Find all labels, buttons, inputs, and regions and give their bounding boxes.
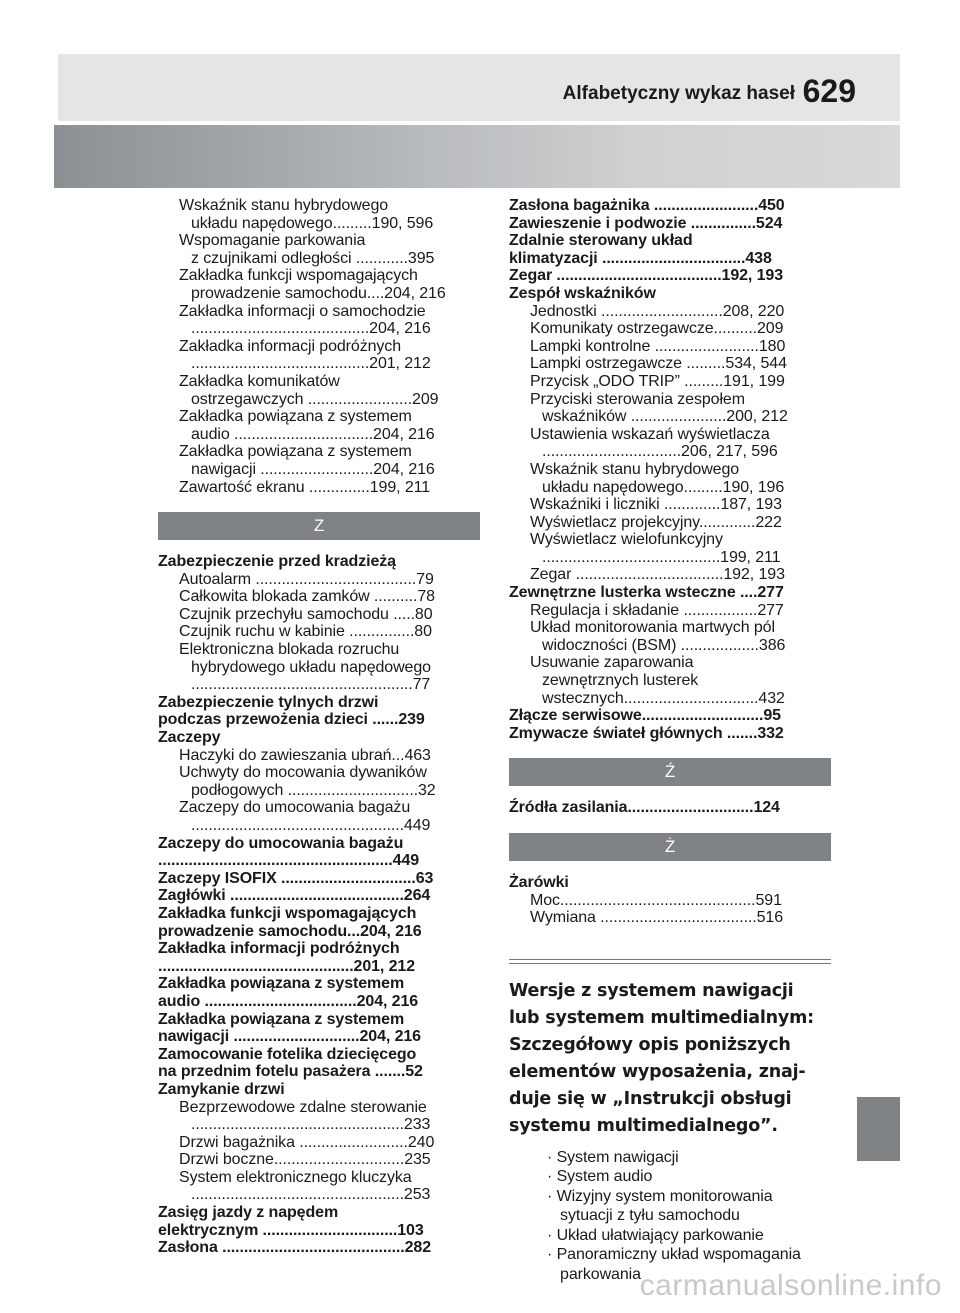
- index-entry-heading: Zakładka powiązana z systemem: [158, 1010, 405, 1028]
- bullet-dot-icon: [547, 1207, 556, 1224]
- index-entry: Ustawienia wskazań wyświetlacza: [530, 425, 770, 443]
- bullet-item: [509, 1148, 829, 1168]
- index-entry: prowadzenie samochodu....204, 216: [191, 284, 446, 302]
- index-entry: Wskaźnik stanu hybrydowego: [530, 460, 740, 478]
- index-entry: .................................................449: [191, 817, 431, 834]
- index-entry-heading: Zamocowanie fotelika dziecięcego: [158, 1045, 417, 1063]
- index-entry-heading: Zagłówki ........................................264: [158, 887, 431, 905]
- index-entry-heading: Zdalnie sterowany układ: [509, 232, 693, 250]
- index-entry: Wyświetlacz wielofunkcyjny: [530, 531, 723, 549]
- system-bullet-list: [509, 1148, 829, 1285]
- index-entry-heading: Zakładka funkcji wspomagających: [158, 904, 417, 922]
- index-entry: Układ monitorowania martwych pól: [530, 619, 775, 637]
- index-entry: Wymiana ....................................516: [530, 909, 784, 927]
- index-entry: Zakładka funkcji wspomagających: [179, 267, 418, 285]
- index-entry: podłogowych ..............................32: [191, 781, 436, 799]
- section-header-z-dot: Ż: [509, 833, 831, 861]
- entries-z: [158, 553, 478, 1257]
- index-entry-heading: Zewnętrzne lusterka wsteczne ....277: [509, 584, 784, 602]
- index-entry: Haczyki do zawieszania ubrań...463: [179, 746, 431, 764]
- bullet-dot-icon: ·: [547, 1168, 557, 1186]
- index-entry: Czujnik przechyłu samochodu .....80: [179, 605, 433, 623]
- index-entry: Lampki ostrzegawcze .........534, 544: [530, 355, 787, 373]
- section-header-z: Z: [158, 512, 480, 540]
- index-entry: Czujnik ruchu w kabinie ...............80: [179, 623, 432, 641]
- index-entry: Drzwi boczne..............................235: [179, 1151, 431, 1169]
- index-entry: ostrzegawczych ........................209: [191, 390, 439, 408]
- index-column-left: [158, 197, 478, 1257]
- bullet-item: [509, 1187, 829, 1207]
- index-entry: Przyciski sterowania zespołem: [530, 390, 745, 408]
- bullet-text: Wizyjny system monitorowania: [556, 1187, 773, 1205]
- index-entry: wskaźników ......................200, 212: [542, 408, 788, 426]
- bullet-item: [509, 1245, 829, 1265]
- index-entry-heading: prowadzenie samochodu...204, 216: [158, 922, 422, 940]
- index-entry-heading: Zasłona bagażnika ........................450: [509, 197, 785, 214]
- index-entry: .................................................233: [191, 1116, 431, 1134]
- index-entry-heading: Zasłona ..........................................282: [158, 1239, 432, 1257]
- entries-z-dot: [509, 874, 829, 927]
- page-number: 629: [802, 73, 856, 109]
- index-entry: System elektronicznego kluczyka: [179, 1168, 412, 1186]
- index-entry: Zawartość ekranu ..............199, 211: [179, 478, 431, 496]
- index-entry-heading: podczas przewożenia dzieci ......239: [158, 711, 425, 729]
- index-entry-heading: Zakładka powiązana z systemem: [158, 975, 405, 993]
- index-entry: hybrydowego układu napędowego: [191, 658, 431, 676]
- index-entry: wstecznych...............................432: [542, 689, 785, 707]
- note-line: systemu multimedialnego”.: [509, 1115, 778, 1136]
- index-entry: Jednostki ............................208, 220: [530, 302, 785, 320]
- bullet-text: sytuacji z tyłu samochodu: [555, 1207, 740, 1225]
- index-column-right: [509, 197, 829, 1284]
- index-entry: Uchwyty do mocowania dywaników: [179, 764, 427, 782]
- index-entry: Przycisk „ODO TRIP” .........191, 199: [530, 372, 785, 390]
- index-entry: zewnętrznych lusterek: [542, 672, 699, 690]
- index-entry: Całkowita blokada zamków ..........78: [179, 588, 435, 606]
- index-entry: ................................206, 217, 596: [542, 443, 778, 461]
- double-rule-divider: [509, 959, 831, 964]
- bullet-text: System nawigacji: [556, 1148, 679, 1166]
- bullet-dot-icon: ·: [547, 1187, 557, 1205]
- entries-z-acute: [509, 799, 829, 817]
- chapter-side-tab: [857, 1097, 900, 1161]
- index-entry: .........................................201, 212: [191, 355, 431, 373]
- index-entry-heading: ......................................................449: [158, 852, 420, 870]
- index-entry: Usuwanie zaparowania: [530, 654, 694, 672]
- bullet-text: System audio: [556, 1168, 653, 1186]
- index-entry-heading: Złącze serwisowe............................95: [509, 707, 781, 725]
- index-entry: .........................................204, 216: [191, 320, 431, 338]
- note-line: Wersje z systemem nawigacji: [509, 980, 794, 1001]
- index-entry: Wskaźniki i liczniki .............187, 193: [530, 496, 782, 514]
- index-entry-heading: Źródła zasilania.............................124: [509, 799, 780, 817]
- index-entry-heading: audio ...................................204, 216: [158, 992, 419, 1010]
- bullet-item: [509, 1226, 829, 1246]
- index-entry: Autoalarm .....................................79: [179, 570, 434, 588]
- navigation-note: [509, 978, 829, 1140]
- index-entry: z czujnikami odległości ............395: [191, 249, 435, 267]
- bullet-dot-icon: ·: [547, 1148, 557, 1166]
- entries-right-top: [509, 197, 829, 742]
- index-entry: .........................................199, 211: [542, 548, 781, 566]
- index-entry-heading: Zegar ......................................192, 193: [509, 267, 784, 285]
- index-entry: Zakładka powiązana z systemem: [179, 443, 412, 461]
- index-entry-heading: Zmywacze świateł głównych .......332: [509, 724, 784, 742]
- index-entry: układu napędowego.........190, 596: [191, 214, 434, 232]
- entries-left-top: [158, 197, 478, 496]
- index-entry-heading: Zespół wskaźników: [509, 284, 656, 302]
- index-entry-heading: Zabezpieczenie przed kradzieżą: [158, 553, 396, 571]
- bullet-item: [509, 1206, 829, 1226]
- index-entry: widoczności (BSM) ..................386: [542, 636, 786, 654]
- index-entry: Lampki kontrolne ........................180: [530, 337, 786, 355]
- index-entry: .................................................253: [191, 1186, 431, 1204]
- bullet-text: parkowania: [555, 1265, 641, 1283]
- header-title: Alfabetyczny wykaz haseł: [562, 83, 795, 104]
- index-entry: Drzwi bagażnika .........................240: [179, 1133, 435, 1151]
- index-entry: Wskaźnik stanu hybrydowego: [179, 197, 389, 214]
- index-entry-heading: Zawieszenie i podwozie ...............524: [509, 214, 783, 232]
- index-entry: Elektroniczna blokada rozruchu: [179, 641, 400, 659]
- bullet-dot-icon: [547, 1266, 556, 1283]
- index-entry: Komunikaty ostrzegawcze..........209: [530, 320, 784, 338]
- watermark-text: carmanualsonline.info: [639, 1269, 942, 1302]
- index-entry: Regulacja i składanie .................277: [530, 601, 784, 619]
- index-entry-heading: Zaczepy ISOFIX ...............................63: [158, 869, 434, 887]
- index-entry: Zakładka komunikatów: [179, 372, 340, 390]
- bullet-dot-icon: ·: [547, 1226, 557, 1244]
- index-entry: nawigacji ..........................204, 216: [191, 460, 435, 478]
- index-entry: układu napędowego.........190, 196: [542, 478, 785, 496]
- index-entry-heading: Żarówki: [509, 874, 569, 891]
- index-entry: Zakładka informacji podróżnych: [179, 337, 401, 355]
- index-entry-heading: klimatyzacji .................................438: [509, 249, 772, 267]
- index-entry: ...................................................77: [191, 676, 431, 694]
- note-line: duje się w „Instrukcji obsługi: [509, 1088, 792, 1109]
- bullet-text: Układ ułatwiający parkowanie: [556, 1226, 764, 1244]
- index-entry: Moc.............................................591: [530, 891, 782, 909]
- note-line: elementów wyposażenia, znaj-: [509, 1061, 806, 1082]
- note-line: Szczegółowy opis poniższych: [509, 1034, 791, 1055]
- index-entry-heading: Zabezpieczenie tylnych drzwi: [158, 693, 379, 711]
- index-entry-heading: nawigacji .............................204, 216: [158, 1028, 421, 1046]
- index-entry-heading: Zaczepy do umocowania bagażu: [158, 834, 404, 852]
- index-entry: audio ................................204, 216: [191, 425, 435, 443]
- index-entry-heading: Zaczepy: [158, 729, 221, 747]
- index-entry-heading: elektrycznym ...............................103: [158, 1221, 424, 1239]
- index-entry-heading: Zamykanie drzwi: [158, 1080, 285, 1098]
- note-line: lub systemem multimedialnym:: [509, 1007, 814, 1028]
- bullet-dot-icon: ·: [547, 1246, 557, 1264]
- index-entry-heading: .............................................201, 212: [158, 957, 416, 975]
- note-lines: [509, 978, 829, 1140]
- index-entry: Wyświetlacz projekcyjny.............222: [530, 513, 782, 531]
- header-gradient-band: [54, 125, 900, 188]
- section-header-z-acute: Ź: [509, 758, 831, 786]
- index-entry: Zakładka powiązana z systemem: [179, 408, 412, 426]
- index-entry-heading: Zasięg jazdy z napędem: [158, 1204, 339, 1222]
- index-entry: Zaczepy do umocowania bagażu: [179, 799, 411, 817]
- index-entry-heading: na przednim fotelu pasażera .......52: [158, 1063, 423, 1081]
- index-entry: Zegar ..................................192, 193: [530, 566, 785, 584]
- index-entry: Zakładka informacji o samochodzie: [179, 302, 426, 320]
- index-entry-heading: Zakładka informacji podróżnych: [158, 940, 400, 958]
- index-entry: Bezprzewodowe zdalne sterowanie: [179, 1098, 427, 1116]
- index-entry: Wspomaganie parkowania: [179, 232, 366, 250]
- bullet-item: [509, 1167, 829, 1187]
- bullet-text: Panoramiczny układ wspomagania: [556, 1246, 801, 1264]
